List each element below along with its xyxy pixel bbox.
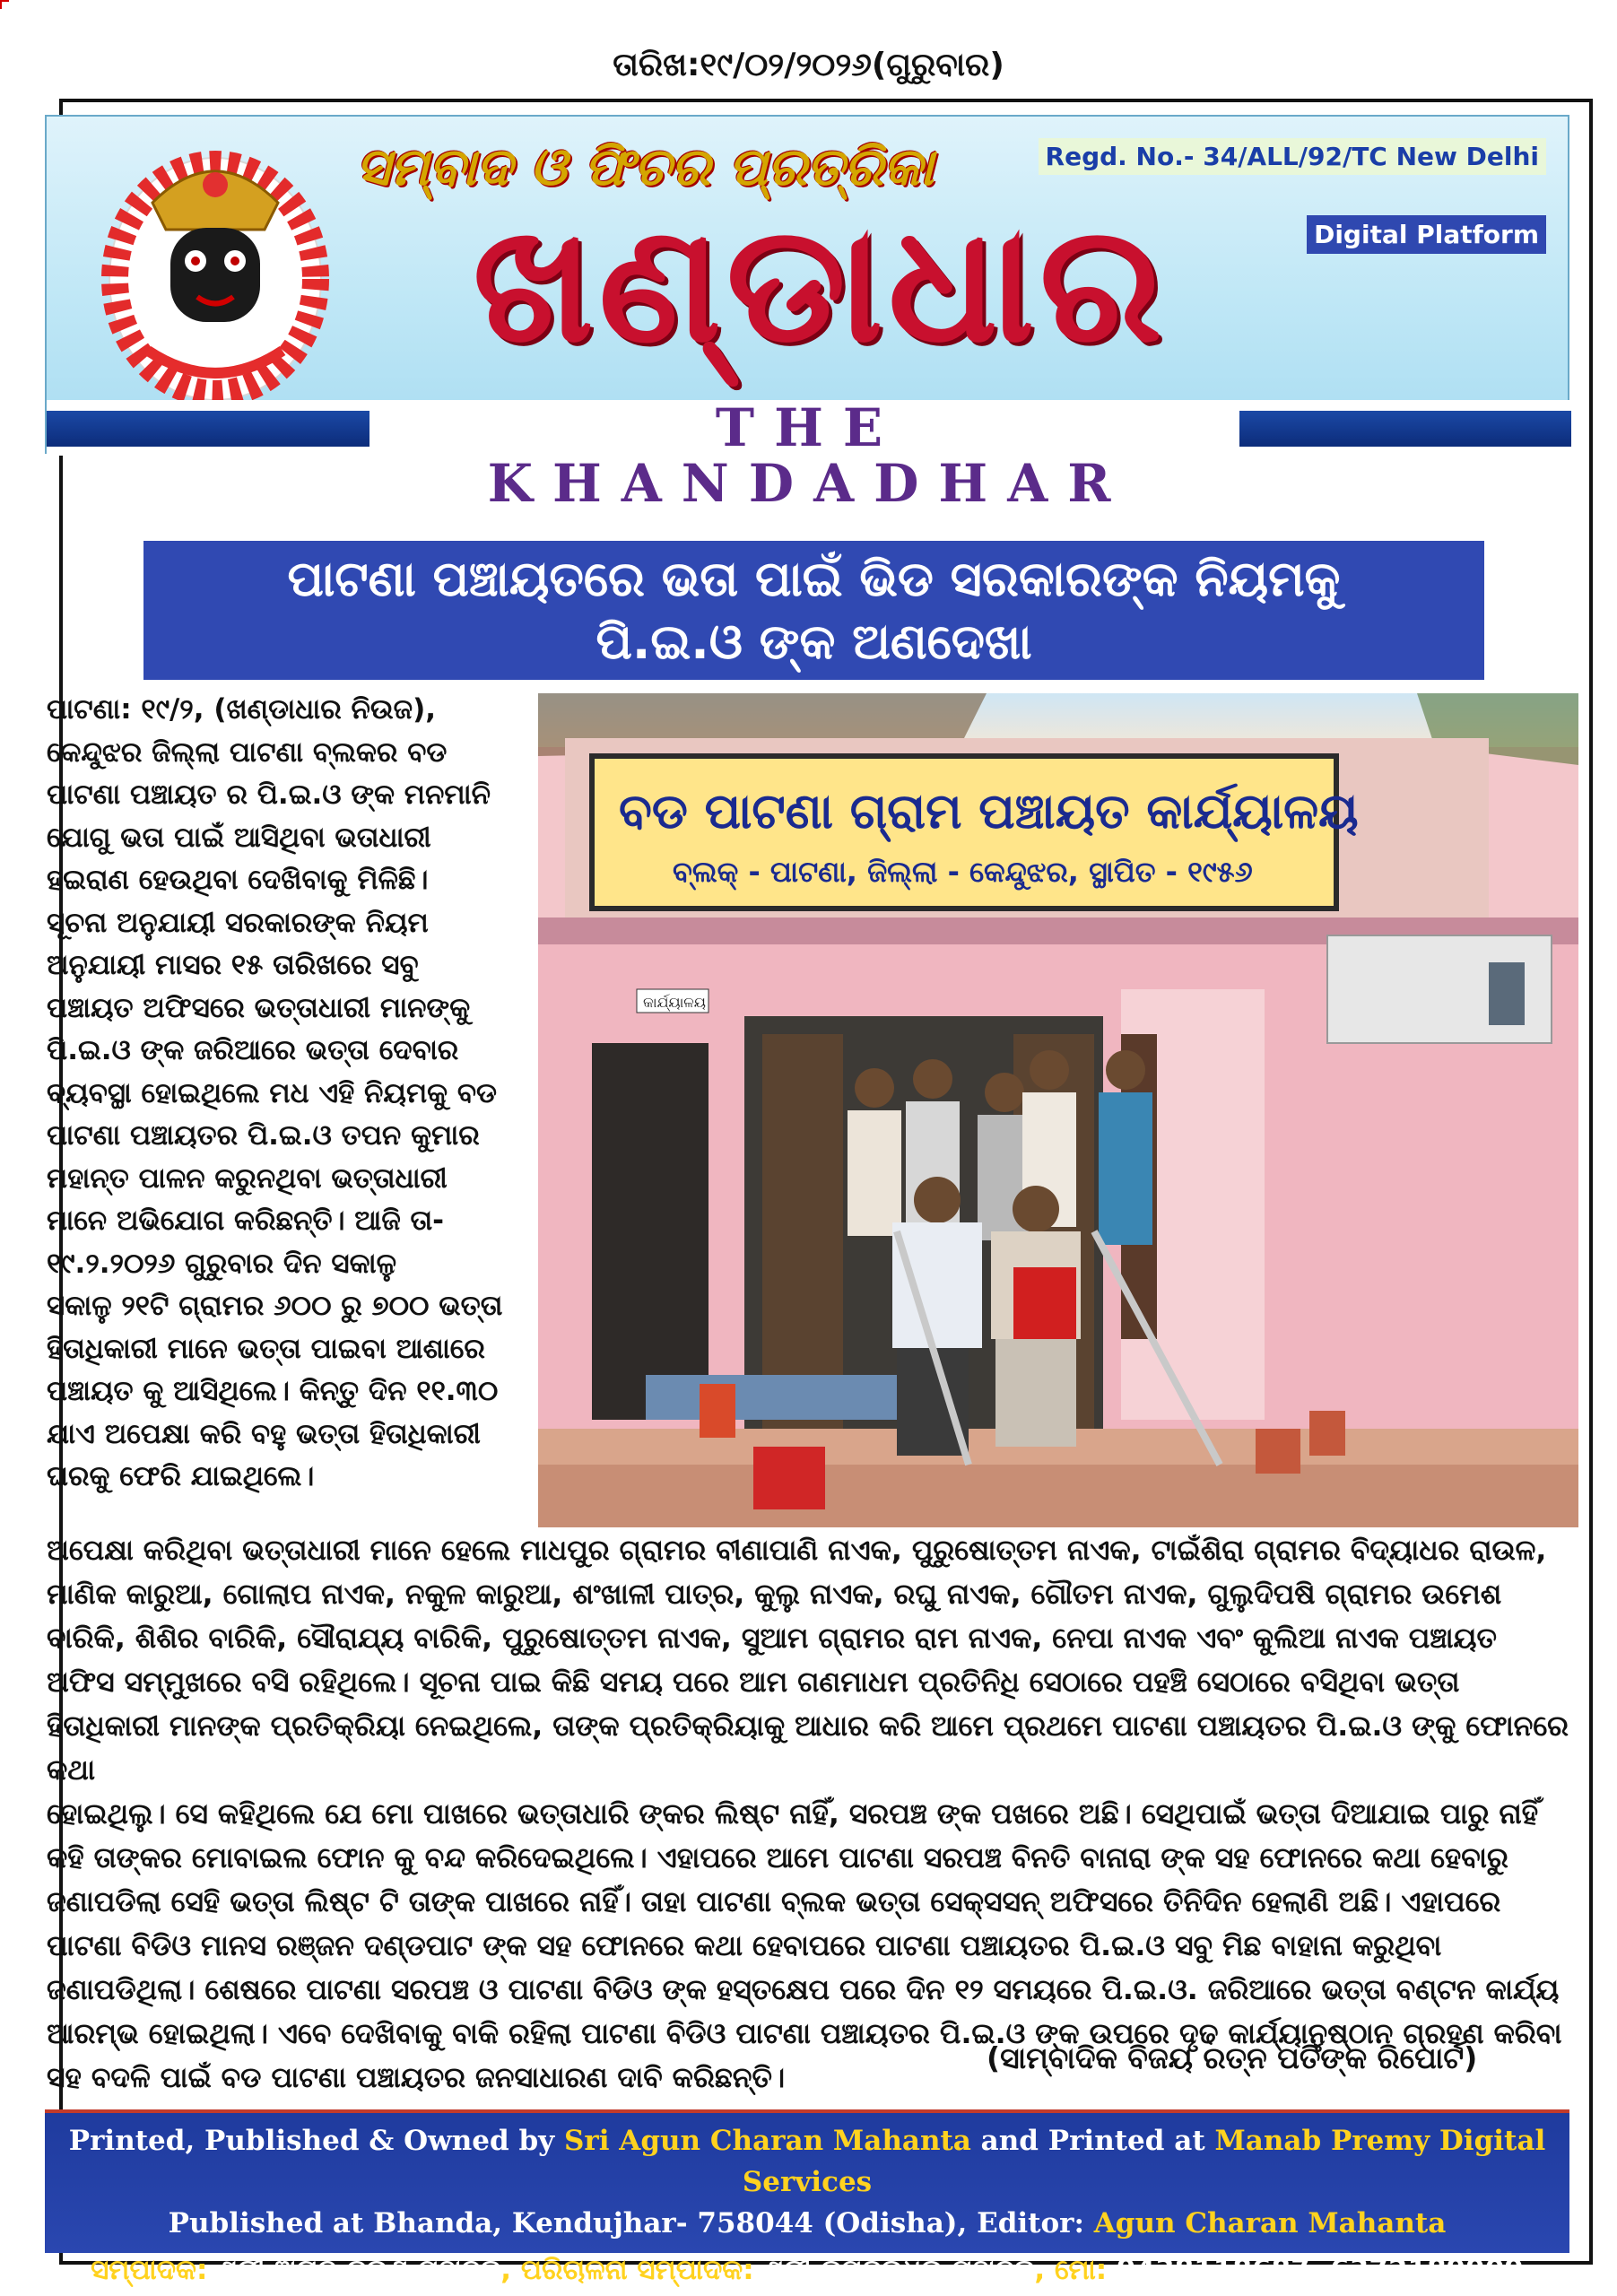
date-line: ତାରିଖ:୧୯/୦୨/୨୦୨୬(ଗୁରୁବାର)	[613, 47, 1004, 83]
footer-text: ସମ୍ପାଦକ:	[91, 2254, 218, 2286]
article-body	[47, 1529, 1576, 2100]
masthead	[45, 115, 1569, 514]
door-label: କାର୍ଯ୍ୟାଳୟ	[643, 994, 707, 1011]
column-line: ସୂଚନା ଅନୁଯାୟୀ ସରକାରଙ୍କ ନିୟମ	[47, 906, 429, 939]
footer-text: and Printed at	[970, 2125, 1215, 2157]
registration-number: Regd. No.- 34/ALL/92/TC New Delhi	[1039, 138, 1546, 175]
headline-line-2: ପି.ଇ.ଓ ଙ୍କ ଅଣଦେଖା	[596, 613, 1032, 670]
article-column	[47, 689, 531, 1499]
body-line: ହୋଇଥିଲୁ। ସେ କହିଥିଲେ ଯେ ମୋ ପାଖରେ ଭତ୍ତାଧାରି ଙ୍କର ଲିଷ୍ଟ ନାହିଁ, ସରପଞ୍ଚ ଙ୍କ ପଖରେ ଅଛି। ସେଥିପାଇଁ ଭତ୍ତା ଦିଆଯାଇ ପାରୁ ନାହିଁ	[47, 1798, 1539, 1831]
body-line: ହିତାଧିକାରୀ ମାନଙ୍କ ପ୍ରତିକ୍ରିୟା ନେଇଥିଲେ, ତାଙ୍କ ପ୍ରତିକ୍ରିୟାକୁ ଆଧାର କରି ଆମେ ପ୍ରଥମେ ପାଟଣା ପଞ୍ଚାୟତର ପି.ଇ.ଓ ଙ୍କୁ ଫୋନରେ କଥା	[47, 1710, 1569, 1787]
column-line: ଘରକୁ ଫେରି ଯାଇଥିଲେ।	[47, 1460, 315, 1492]
column-line: ମାନେ ଅଭିଯୋଗ କରିଛନ୍ତି। ଆଜି ତା-	[47, 1205, 445, 1237]
masthead-title: ଖଣ୍ଡାଧାର	[473, 191, 1168, 378]
english-title-band	[47, 397, 1571, 514]
body-line: ମାଣିକ କାରୁଆ, ଗୋଲାପ ନାଏକ, ନକୁଳ କାରୁଆ, ଶଂଖାଳୀ ପାତ୍ର, କୁଲୁ ନାଏକ, ରଘୁ ନାଏକ, ଗୌତମ ନାଏକ, ଗୁଲୁଦିପଷି ଗ୍ରାମର ଉମେଶ	[47, 1578, 1502, 1611]
band-right-bar	[1239, 411, 1571, 447]
column-line: ପି.ଇ.ଓ ଙ୍କ ଜରିଆରେ ଭତ୍ତା ଦେବାର	[47, 1034, 459, 1066]
column-line: ପାଟଣା ପଞ୍ଚାୟତ ର ପି.ଇ.ଓ ଙ୍କ ମନମାନି	[47, 778, 491, 811]
column-line: ପଞ୍ଚାୟତ ଅଫିସରେ ଭତ୍ତାଧାରୀ ମାନଙ୍କୁ	[47, 991, 471, 1024]
editor-name: Agun Charan Mahanta	[1093, 2207, 1447, 2239]
headline-line-1: ପାଟଣା ପଞ୍ଚାୟତରେ ଭତା ପାଇଁ ଭିଡ ସରକାରଙ୍କ ନିୟମକୁ	[287, 551, 1341, 607]
column-line: ଅନୁଯାୟୀ ମାସର ୧୫ ତାରିଖରେ ସବୁ	[47, 949, 419, 981]
column-line: ମହାନ୍ତ ପାଳନ କରୁନଥିବା ଭତ୍ତାଧାରୀ	[47, 1161, 448, 1195]
column-line: ପାଟଣା ପଞ୍ଚାୟତର ପି.ଇ.ଓ ତପନ କୁମାର	[47, 1119, 480, 1152]
report-credit: (ସାମ୍ବାଦିକ ବିଜୟ ରତ୍ନ ପତିଙ୍କ ରିପୋର୍ଟ)	[987, 2040, 1478, 2075]
body-line: କହି ତାଙ୍କର ମୋବାଇଲ ଫୋନ କୁ ବନ୍ଦ କରିଦେଇଥିଲେ। ଏହାପରେ ଆମେ ପାଟଣା ସରପଞ୍ଚ ବିନତି ବାନାରା ଙ୍କ ସହ ଫୋନରେ କଥା ହେବାରୁ	[47, 1842, 1508, 1874]
band-left-bar	[47, 411, 369, 447]
editor-name-odia: ଶ୍ରୀ ଅଗୁନ ଚରଣ ମହାନ୍ତ	[217, 2254, 501, 2286]
panchayat-office-scene	[538, 693, 1578, 1527]
footer-text: , ପରିଚାଳନା ସମ୍ପାଦକ:	[500, 2254, 764, 2286]
deity-logo-icon	[99, 122, 332, 409]
body-line: ଆରମ୍ଭ ହୋଇଥିଲା। ଏବେ ଦେଖିବାକୁ ବାକି ରହିଲା ପାଟଣା ବିଡିଓ ପାଟଣା ପଞ୍ଚାୟତର ପି.ଇ.ଓ ଙ୍କ ଉପରେ ଦୃଢ କାର୍ଯ୍ୟାନୁଷ୍ଠାନ ଗ୍ରହଣ କରିବା	[47, 2018, 1562, 2050]
body-line: ଜଣାପଡିଲା ସେହି ଭତ୍ତା ଲିଷ୍ଟ ଟି ତାଙ୍କ ପାଖରେ ନାହିଁ। ତାହା ପାଟଣା ବ୍ଲକ ଭତ୍ତା ସେକ୍ସସନ୍ ଅଫିସରେ ତିନିଦିନ ହେଲାଣି ଅଛି। ଏହାପରେ	[47, 1886, 1501, 1918]
digital-platform-badge: Digital Platform	[1307, 215, 1546, 254]
headline	[143, 541, 1484, 680]
column-line: ବ୍ୟବସ୍ଥା ହୋଇଥିଲେ ମଧ ଏହି ନିୟମକୁ ବଡ	[47, 1076, 497, 1109]
column-line: କେନ୍ଦୁଝର ଜିଲ୍ଲା ପାଟଣା ବ୍ଲକର ବଡ	[47, 735, 448, 769]
column-line: ଯୋଗୁ ଭତା ପାଇଁ ଆସିଥିବା ଭତାଧାରୀ	[47, 821, 431, 854]
body-line: ଅପେକ୍ଷା କରିଥିବା ଭତ୍ତାଧାରୀ ମାନେ ହେଲେ ମାଧପୁର ଗ୍ରାମର ବୀଣାପାଣି ନାଏକ, ପୁରୁଷୋତ୍ତମ ନାଏକ, ଟାଇଁଶିରା ଗ୍ରାମର ବିଦ୍ୟାଧର ରାଉଳ,	[47, 1535, 1547, 1567]
footer-text: Printed, Published & Owned by	[68, 2125, 564, 2157]
column-line: ହଇରାଣ ହେଉଥିବା ଦେଖିବାକୁ ମିଳିଛି।	[47, 864, 429, 896]
footer-text: , ମୋ:	[1034, 2254, 1117, 2286]
column-line: ପାଟଣା: ୧୯/୨, (ଖଣ୍ଡାଧାର ନିଉଜ),	[47, 693, 437, 726]
column-line: ପଞ୍ଚାୟତ କୁ ଆସିଥିଲେ। କିନ୍ତୁ ଦିନ ୧୧.୩୦	[47, 1375, 499, 1407]
body-line: ସହ ବଦଳି ପାଇଁ ବଡ ପାଟଣା ପଞ୍ଚାୟତର ଜନସାଧାରଣ ଦାବି କରିଛନ୍ତି।	[47, 2062, 786, 2094]
printer-name: Manab Premy Digital Services	[742, 2125, 1546, 2198]
column-line: ସକାଳୁ ୨୧ଟି ଗ୍ରାମର ୬୦୦ ରୁ ୭୦୦ ଭତ୍ତା	[47, 1290, 503, 1322]
footer-line-3	[45, 2248, 1569, 2292]
footer-text: Published at Bhanda, Kendujhar- 758044 (Odisha), Editor:	[168, 2207, 1094, 2239]
sign-text-line-2: ବ୍ଲକ୍ - ପାଟଣା, ଜିଲ୍ଲା - କେନ୍ଦୁଝର, ସ୍ଥାପିତ - ୧୯୫୬	[673, 855, 1253, 889]
sign-text-line-1: ବଡ ପାଟଣା ଗ୍ରାମ ପଞ୍ଚାୟତ କାର୍ଯ୍ୟାଳୟ	[619, 783, 1359, 839]
body-line: ଜଣାପଡିଥିଲା। ଶେଷରେ ପାଟଣା ସରପଞ୍ଚ ଓ ପାଟଣା ବିଡିଓ ଙ୍କ ହସ୍ତକ୍ଷେପ ପରେ ଦିନ ୧୨ ସମୟରେ ପି.ଇ.ଓ. ଜରିଆରେ ଭତ୍ତା ବଣ୍ଟନ କାର୍ଯ୍ୟ	[47, 1974, 1560, 2006]
body-line: ଅଫିସ ସମ୍ମୁଖରେ ବସି ରହିଥିଲେ। ସୂଚନା ପାଇ କିଛି ସମୟ ପରେ ଆମ ଗଣମାଧମ ପ୍ରତିନିଧି ସେଠାରେ ପହଞ୍ଚି ସେଠାରେ ବସିଥିବା ଭତ୍ତା	[47, 1666, 1460, 1699]
phone-numbers: 9438118687, 6372189909	[1116, 2254, 1524, 2286]
column-line: ୧୯.୨.୨୦୨୬ ଗୁରୁବାର ଦିନ ସକାଳୁ	[47, 1247, 396, 1280]
column-line: ହିତାଧିକାରୀ ମାନେ ଭତ୍ତା ପାଇବା ଆଶାରେ	[47, 1332, 485, 1365]
body-line: ବାରିକି, ଶିଶିର ବାରିକି, ସୌରାଯ୍ୟ ବାରିକି, ପୁରୁଷୋତ୍ତମ ନାଏକ, ସୁଆମ ଗ୍ରାମର ରାମ ନାଏକ, ନେପା ନାଏକ ଏବଂ କୁଲିଆ ନାଏକ ପଞ୍ଚାୟତ	[47, 1622, 1497, 1655]
footer-line-1	[45, 2113, 1569, 2203]
masthead-subtitle: ସମ୍ବାଦ ଓ ଫିଚର ପ୍ରତ୍ରିକା	[356, 136, 935, 197]
body-line: ପାଟଣା ବିଡିଓ ମାନସ ରଞ୍ଜନ ଦଣ୍ଡପାଟ ଙ୍କ ସହ ଫୋନରେ କଥା ହେବାପରେ ପାଟଣା ପଞ୍ଚାୟତର ପି.ଇ.ଓ ସବୁ ମିଛ ବାହାନା କରୁଥିବା	[47, 1930, 1442, 1962]
owner-name: Sri Agun Charan Mahanta	[563, 2125, 971, 2157]
english-title: THE KHANDADHAR	[487, 397, 1131, 514]
footer-line-2	[45, 2203, 1569, 2244]
news-photo	[538, 693, 1578, 1527]
footer	[45, 2109, 1569, 2286]
corner-mark	[0, 0, 9, 9]
managing-editor-name: ଶ୍ରୀ ଡମ୍ବରୁଧର ମହାନ୍ତ	[763, 2254, 1035, 2286]
column-line: ଯାଏ ଅପେକ୍ଷା କରି ବହୁ ଭତ୍ତା ହିତାଧିକାରୀ	[47, 1417, 481, 1450]
